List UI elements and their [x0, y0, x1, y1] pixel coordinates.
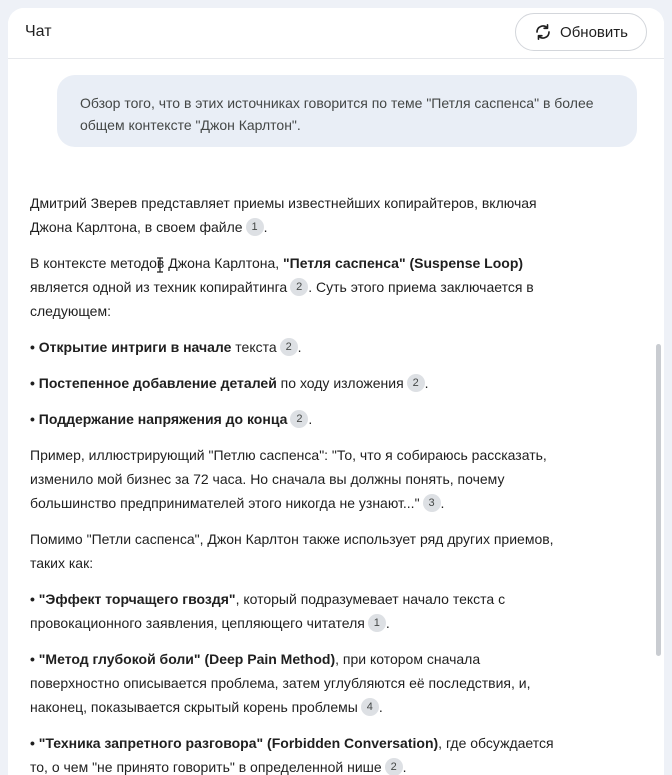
bullet-marker: •	[30, 651, 35, 667]
answer-paragraph	[30, 251, 570, 323]
chat-content[interactable]	[8, 59, 664, 775]
bullet-marker: •	[30, 411, 35, 427]
answer-paragraph	[30, 191, 570, 239]
citation-badge[interactable]: 4	[361, 698, 379, 716]
chat-title: Чат	[25, 23, 52, 40]
citation-badge[interactable]: 2	[290, 410, 308, 428]
citation-badge[interactable]: 1	[368, 614, 386, 632]
bullet-item: • "Эффект торчащего гвоздя", который подразумевает начало текста с провокационного заявления, цепляющего читателя 1 .	[30, 591, 506, 631]
bullet-text: по ходу изложения	[276, 375, 404, 391]
refresh-button-label: Обновить	[560, 23, 628, 41]
bullet-item: • Постепенное добавление деталей по ходу изложения 2 .	[30, 375, 429, 391]
bullet-marker: •	[30, 591, 35, 607]
chat-panel	[8, 8, 664, 775]
user-message: Обзор того, что в этих источниках говорится по теме "Петля саспенса" в более общем контексте "Джон Карлтон".	[57, 75, 637, 147]
citation-badge[interactable]: 3	[423, 494, 441, 512]
bullet-text: текста	[231, 339, 277, 355]
answer-text: Дмитрий Зверев представляет приемы известнейших копирайтеров, включая Джона Карлтона, в своем файле	[30, 195, 537, 235]
text-cursor-icon	[156, 257, 164, 273]
bullet-bold-text: "Техника запретного разговора" (Forbidden Conversation)	[38, 735, 439, 751]
scrollbar-thumb[interactable]	[656, 344, 661, 656]
bullet-bold-text: "Эффект торчащего гвоздя"	[38, 591, 236, 607]
bullet-bold-text: Постепенное добавление деталей	[38, 375, 277, 391]
bullet-item: • Открытие интриги в начале текста 2 .	[30, 339, 302, 355]
bullet-text: , где обсуждается то, о чем "не принято говорить" в определенной нише	[30, 735, 554, 775]
citation-badge[interactable]: 2	[407, 374, 425, 392]
citation-badge[interactable]: 2	[385, 758, 403, 775]
answer-paragraph: Пример, иллюстрирующий "Петлю саспенса": "То, что я собираюсь рассказать, изменило мой бизнес за 72 часа. Но сначала вы должны понять, почему большинство предпринимателей этого никогда не узнают..." 3 .	[30, 447, 547, 511]
answer-text: . Суть этого приема заключается в следующем:	[30, 279, 534, 319]
citation-badge[interactable]: 1	[246, 218, 264, 236]
bullet-item: • Поддержание напряжения до конца 2 .	[30, 411, 313, 427]
answer-text: Пример, иллюстрирующий "Петлю саспенса": "То, что я собираюсь рассказать, изменило мой бизнес за 72 часа. Но сначала вы должны понять, почему большинство предпринимателей этого никогда не узнают..."	[30, 447, 547, 511]
bullet-bold-text: Открытие интриги в начале	[38, 339, 232, 355]
bullet-marker: •	[30, 375, 35, 391]
citation-badge[interactable]: 2	[280, 338, 298, 356]
bullet-bold-text: Поддержание напряжения до конца	[38, 411, 288, 427]
answer-text: .	[263, 219, 268, 235]
refresh-button[interactable]	[515, 13, 647, 51]
answer-text: В контексте методов Джона Карлтона,	[30, 255, 284, 271]
answer-text: Помимо "Петли саспенса", Джон Карлтон также использует ряд других приемов, таких как:	[30, 531, 554, 571]
bullet-bold-text: "Метод глубокой боли" (Deep Pain Method)	[38, 651, 336, 667]
bullet-marker: •	[30, 339, 35, 355]
bullet-marker: •	[30, 735, 35, 751]
assistant-answer	[30, 191, 570, 775]
bullet-text: , который подразумевает начало текста с провокационного заявления, цепляющего читателя	[30, 591, 506, 631]
citation-badge[interactable]: 2	[290, 278, 308, 296]
refresh-icon	[534, 23, 552, 41]
bullet-item: • "Техника запретного разговора" (Forbidden Conversation), где обсуждается то, о чем "не принято говорить" в определенной нише 2 .	[30, 735, 554, 775]
answer-paragraph	[30, 527, 570, 575]
bullet-text: , при котором сначала поверхностно описывается проблема, затем углубляются её последствия, и, наконец, показывается скрытый корень проблемы	[30, 651, 531, 715]
chat-header	[8, 8, 664, 59]
answer-text: является одной из техник копирайтинга	[30, 279, 288, 295]
bullet-item: • "Метод глубокой боли" (Deep Pain Method), при котором сначала поверхностно описывается проблема, затем углубляются её последствия, и, наконец, показывается скрытый корень проблемы 4 .	[30, 651, 531, 715]
answer-bold-text: "Петля саспенса" (Suspense Loop)	[283, 255, 524, 271]
